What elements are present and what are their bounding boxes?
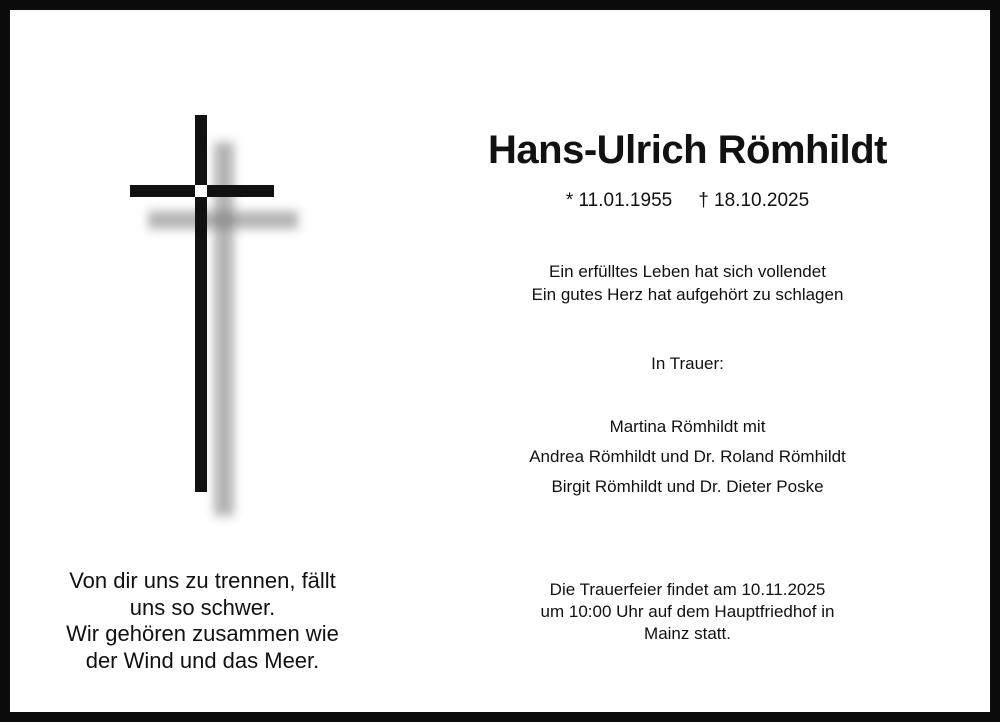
poem xyxy=(30,568,375,674)
ceremony-line: Die Trauerfeier findet am 10.11.2025 xyxy=(549,580,826,599)
cross-shadow-vertical xyxy=(214,142,234,516)
ceremony-line: um 10:00 Uhr auf dem Hauptfriedhof in xyxy=(540,602,835,621)
family-member: Andrea Römhildt und Dr. Roland Römhildt xyxy=(529,447,846,466)
ceremony-info xyxy=(440,579,935,645)
family-list xyxy=(440,412,935,502)
poem-line: der Wind und das Meer. xyxy=(85,647,320,673)
deceased-name: Hans-Ulrich Römhildt xyxy=(488,128,887,172)
cross-center-gap xyxy=(195,185,207,197)
poem-line: Wir gehören zusammen wie xyxy=(66,621,339,646)
cross-vertical-bar xyxy=(195,115,207,492)
motto xyxy=(440,260,935,306)
motto-line: Ein gutes Herz hat aufgehört zu schlagen xyxy=(531,285,844,304)
death-date: † 18.10.2025 xyxy=(698,190,810,211)
poem-line: Von dir uns zu trennen, fällt xyxy=(69,568,336,593)
family-member: Birgit Römhildt und Dr. Dieter Poske xyxy=(551,477,824,496)
mourning-label: In Trauer: xyxy=(651,354,724,373)
motto-line: Ein erfülltes Leben hat sich vollendet xyxy=(549,262,826,281)
family-member: Martina Römhildt mit xyxy=(609,417,766,436)
birth-date: * 11.01.1955 xyxy=(565,190,673,211)
life-dates xyxy=(440,188,935,214)
cross-shadow-horizontal xyxy=(148,211,298,229)
ceremony-line: Mainz statt. xyxy=(644,624,731,643)
poem-line: uns so schwer. xyxy=(129,594,276,620)
